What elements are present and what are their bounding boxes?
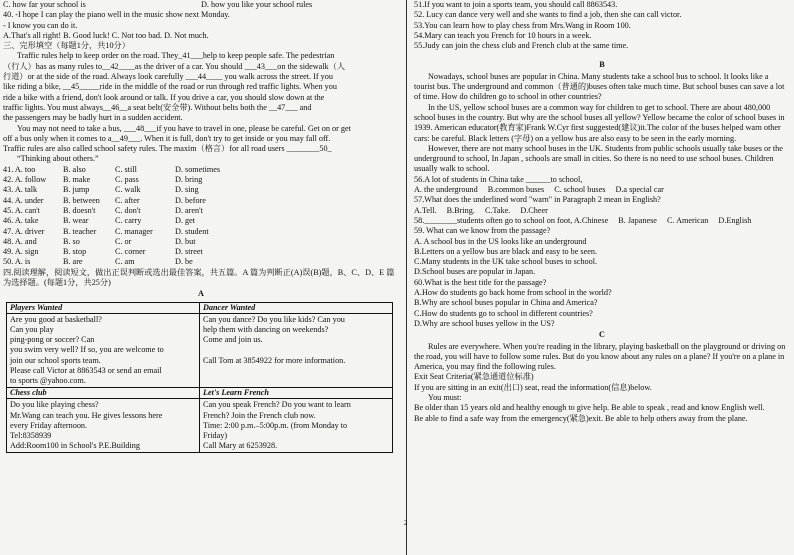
ad-chess-club (7, 388, 200, 453)
ad-line: every Friday afternoon. (10, 420, 88, 430)
ad-line (203, 345, 389, 355)
choice-option: C. after (115, 195, 140, 205)
choice-option: B. make (63, 175, 91, 185)
choice-option: 48. A. and (3, 236, 37, 246)
choice-row (3, 185, 399, 195)
option: C. school buses (554, 185, 606, 195)
choice-option: C. carry (115, 216, 142, 226)
option: B. Japanese (618, 215, 657, 225)
choice-option: D. aren't (175, 205, 203, 215)
q51: 51.If you want to join a sports team, you should call 8863543. (414, 0, 618, 9)
ad-line: Can you speak French? Do you want to learn (203, 400, 351, 410)
ad-line: Add:Room100 in School's P.E.Building (10, 441, 140, 451)
passage-c-label: C (599, 330, 605, 340)
ad-line: join our school sports team. (10, 355, 101, 365)
passage-c-line: Be able to find a safe way from the emergency(紧急)exit. Be able to help others away from the plane. (414, 413, 748, 423)
choice-option: B. are (63, 257, 83, 267)
ad-line: ping-pong or soccer? Can (10, 335, 95, 345)
choice-option: 47. A. driver (3, 226, 45, 236)
option: C.Take. (484, 205, 511, 215)
choice-option: D. street (175, 247, 203, 257)
passage-c-line: Exit Seat Criteria(紧急通道位标准) (414, 372, 534, 382)
choice-option: D. get (175, 216, 196, 226)
choice-row (3, 247, 399, 257)
choice-option: 49. A. sign (3, 247, 39, 257)
cloze-line: like riding a bike, __45_____ride in the middle of the road or run through red traffic lights. When you (3, 82, 337, 92)
option: B.Bring. (446, 205, 475, 215)
passage-c-paragraph: Rules are everywhere. When you're reading in the library, playing basketball on the playground or driving on the road, you will have to follow some rules. But do you know about any rules on a plane? If you're on a plane in America, you may find the following rules. (414, 341, 786, 372)
choice-option: B. wear (63, 216, 89, 226)
section3-title: 三、完形填空（每题1分，共10分） (3, 41, 130, 51)
cloze-line: the passengers may be badly hurt in a sudden accident. (3, 113, 183, 123)
cloze-line: Traffic rules help to keep order on the road. They_41___help to keep people safe. The pedestrian (17, 51, 335, 61)
passage-b-label: B (599, 60, 605, 70)
choice-option: 45. A. can't (3, 205, 40, 215)
choice-option: C. or (115, 236, 132, 246)
ad-line: French? Join the French club now. (203, 410, 316, 420)
ad-line: Come and join us. (203, 335, 263, 345)
ad-line: Can you dance? Do you like kids? Can you (203, 314, 345, 324)
cloze-line: （行人）has as many rules to__42____as the driver of a car. You should ___43___on the sidewalk（人 (3, 61, 346, 71)
option: D.English (718, 215, 752, 225)
right-column (414, 0, 790, 424)
choice-option: C. manager (115, 226, 153, 236)
choice-option: B. also (63, 164, 86, 174)
choice-option: B. jump (63, 185, 90, 195)
q60-option: A.How do students go back home from school in the world? (414, 288, 612, 298)
column-divider (406, 0, 407, 555)
choice-option: C. pass (115, 175, 139, 185)
q40-question: 40. -I hope I can play the piano well in the music show next Monday. (3, 10, 230, 20)
ad-line: Call Tom at 3854922 for more information. (203, 355, 346, 365)
choice-option: C. don't (115, 205, 141, 215)
ad-line: Do you like playing chess? (10, 400, 99, 410)
choice-option: C. walk (115, 185, 141, 195)
choice-option: C. still (115, 164, 137, 174)
choice-option: 42. A. follow (3, 175, 47, 185)
choice-option: D. sing (175, 185, 199, 195)
section4-title: 四.阅读理解，阅读短文，做出正误判断或选出最佳答案，共五篇。A 篇为判断正(A)误(B)题，B、C、D、E 篇为选择题。(每题1分，共25分) (3, 267, 395, 288)
ad-line: Tel:8358939 (10, 431, 52, 441)
choice-row (3, 165, 399, 175)
choice-option: D. before (175, 195, 206, 205)
ad-line: Can you play (10, 325, 54, 335)
q59-question: 59. What can we know from the passage? (414, 226, 551, 236)
ad-title: Let's Learn French (200, 388, 392, 399)
q59-option: C.Many students in the UK take school buses to school. (414, 257, 598, 267)
ad-french-club (200, 388, 393, 453)
cloze-line: traffic lights. You must always__46__a seat belt(安全带). Without belts both the __47___ and (3, 102, 312, 112)
ad-players-wanted (7, 302, 200, 388)
q39-option-c: C. how far your school is (3, 0, 86, 9)
q57-question: 57.What does the underlined word "warn" in Paragraph 2 mean in English? (414, 195, 661, 205)
q40-options: A.That's all right! B. Good luck! C. Not too bad. D. Not much. (3, 30, 209, 40)
choice-row (3, 257, 399, 267)
option: D.Cheer (520, 205, 548, 215)
q59-option: B.Letters on a yellow bus are black and easy to be seen. (414, 246, 598, 256)
ad-title: Players Wanted (7, 303, 199, 314)
q56-question: 56.A lot of students in China take ______to school, (414, 174, 583, 184)
passage-b-paragraph: Nowadays, school buses are popular in China. Many students take a school bus to school. It looks like a tourist bus. The underground and common（普通的)buses often take much time. But school buses can save a lot of time. How do children go to school in other countries? (414, 71, 785, 102)
ad-line: Mr.Wang can teach you. He gives lessons here (10, 410, 163, 420)
q60-option: C.How do students go to school in different countries? (414, 308, 593, 318)
option: A.Tell. (414, 205, 437, 215)
q53: 53.You can learn how to play chess from Mrs.Wang in Room 100. (414, 20, 631, 30)
choice-row (3, 237, 399, 247)
choice-option: 50. A. is (3, 257, 31, 267)
option: C. American (666, 215, 709, 225)
ad-dancer-wanted (200, 302, 393, 388)
choice-option: B. so (63, 236, 80, 246)
choice-option: 43. A. talk (3, 185, 38, 195)
q52: 52. Lucy can dance very well and she wants to find a job, then she can call victor. (414, 10, 682, 20)
choice-option: D. student (175, 226, 209, 236)
choice-row (3, 216, 399, 226)
ad-title: Chess club (7, 388, 199, 399)
choice-row (3, 196, 399, 206)
q56-options (414, 185, 790, 195)
passage-c-line: If you are sitting in an exit(出口) seat, read the information(信息)below. (414, 382, 652, 392)
q60-option: D.Why are school buses yellow in the US? (414, 318, 555, 328)
cloze-choices (3, 165, 399, 268)
passage-b-paragraph: However, there are not many school buses in the UK. Students from public schools usually take buses or the underground to school, In Japan , schools are small in cities. So there is no need to use school buses. Children usually walk to school. (414, 143, 783, 174)
passage-c-line: You must: (428, 392, 462, 402)
choice-option: D. but (175, 236, 196, 246)
ad-line: Please call Victor at 8863543 or send an email (10, 365, 162, 375)
left-column (3, 0, 399, 453)
q57-options (414, 206, 790, 216)
q40-response: - I know you can do it. (3, 20, 78, 30)
passage-c-line: Be older than 15 years old and healthy enough to give help. Be able to speak , read and know English well. (414, 403, 765, 413)
ad-line: help them with dancing on weekends? (203, 325, 329, 335)
choice-option: C. corner (115, 247, 146, 257)
q59-option: D.School buses are popular in Japan. (414, 267, 536, 277)
ad-line: Are you good at basketball? (10, 314, 102, 324)
q58 (414, 216, 790, 226)
q60-question: 60.What is the best title for the passage? (414, 277, 547, 287)
q60-option: B.Why are school buses popular in China and America? (414, 298, 598, 308)
cloze-line: You may not need to take a bus, ___48___if you have to travel in one, please be careful. Get on or get (17, 123, 351, 133)
choice-option: 41. A. too (3, 164, 36, 174)
ad-title: Dancer Wanted (200, 303, 392, 314)
cloze-line: 行道）or at the side of the road. Always look carefully ___44____ you walk across the street. If you (3, 72, 333, 82)
choice-option: D. bring (175, 175, 203, 185)
choice-option: 44. A. under (3, 195, 44, 205)
passage-a-label: A (198, 289, 204, 299)
choice-row (3, 175, 399, 185)
choice-option: D. be (175, 257, 193, 267)
choice-row (3, 227, 399, 237)
option: A. the underground (414, 185, 478, 195)
ad-line: Call Mary at 6253928. (203, 441, 278, 451)
choice-option: 46. A. take (3, 216, 39, 226)
ad-line: Time: 2:00 p.m.–5:00p.m. (from Monday to (203, 420, 348, 430)
q54: 54.Mary can teach you French for 10 hours in a week. (414, 30, 592, 40)
option: B.common buses (487, 185, 545, 195)
choice-option: D. sometimes (175, 164, 221, 174)
ad-line: to sports @yahoo.com. (10, 376, 86, 386)
cloze-line: “Thinking about others.” (17, 154, 99, 164)
cloze-line: off a bus only when it comes to a__49___. When it is full, don't try to get inside or you may fall off. (3, 133, 331, 143)
cloze-passage (3, 51, 399, 164)
cloze-line: ride a bike with a friend, don't look around or talk. If you drive a car, you should slow down at the (3, 92, 325, 102)
option: D.a special car (615, 185, 664, 195)
choice-row (3, 206, 399, 216)
q39-options-cd (3, 0, 399, 10)
cloze-line: Traffic rules are also called school safety rules. The maxim（格言）for all road users ________50_ (3, 144, 332, 154)
q55: 55.Judy can join the chess club and French club at the same time. (414, 41, 629, 51)
page-number: 2 (404, 519, 408, 527)
choice-option: C. am (115, 257, 135, 267)
ad-line: you swim very well? If so, you are welcome to (10, 345, 164, 355)
q58-question: 58.________students often go to school on foot, A.Chinese (414, 215, 609, 225)
q59-option: A. A school bus in the US looks like an underground (414, 236, 587, 246)
choice-option: B. teacher (63, 226, 97, 236)
choice-option: B. doesn't (63, 205, 96, 215)
q39-option-d: D. how you like your school rules (201, 0, 313, 9)
choice-option: B. between (63, 195, 100, 205)
ads-table (6, 302, 393, 454)
ad-line: Friday) (203, 431, 228, 441)
choice-option: B. stop (63, 247, 87, 257)
passage-b-paragraph: In the US, yellow school buses are a common way for children to get to school. There are about 480,000 school buses in the country. But why are the school buses all yellow? Yellow became the color of school buses in 1939. American educator(教育家)Frank W.Cyr first suggested(建议)it.The color of the buses helped warn other cars: be careful. Black letters (字母) on a yellow bus are also easy to be seen in the early morning. (414, 102, 785, 143)
